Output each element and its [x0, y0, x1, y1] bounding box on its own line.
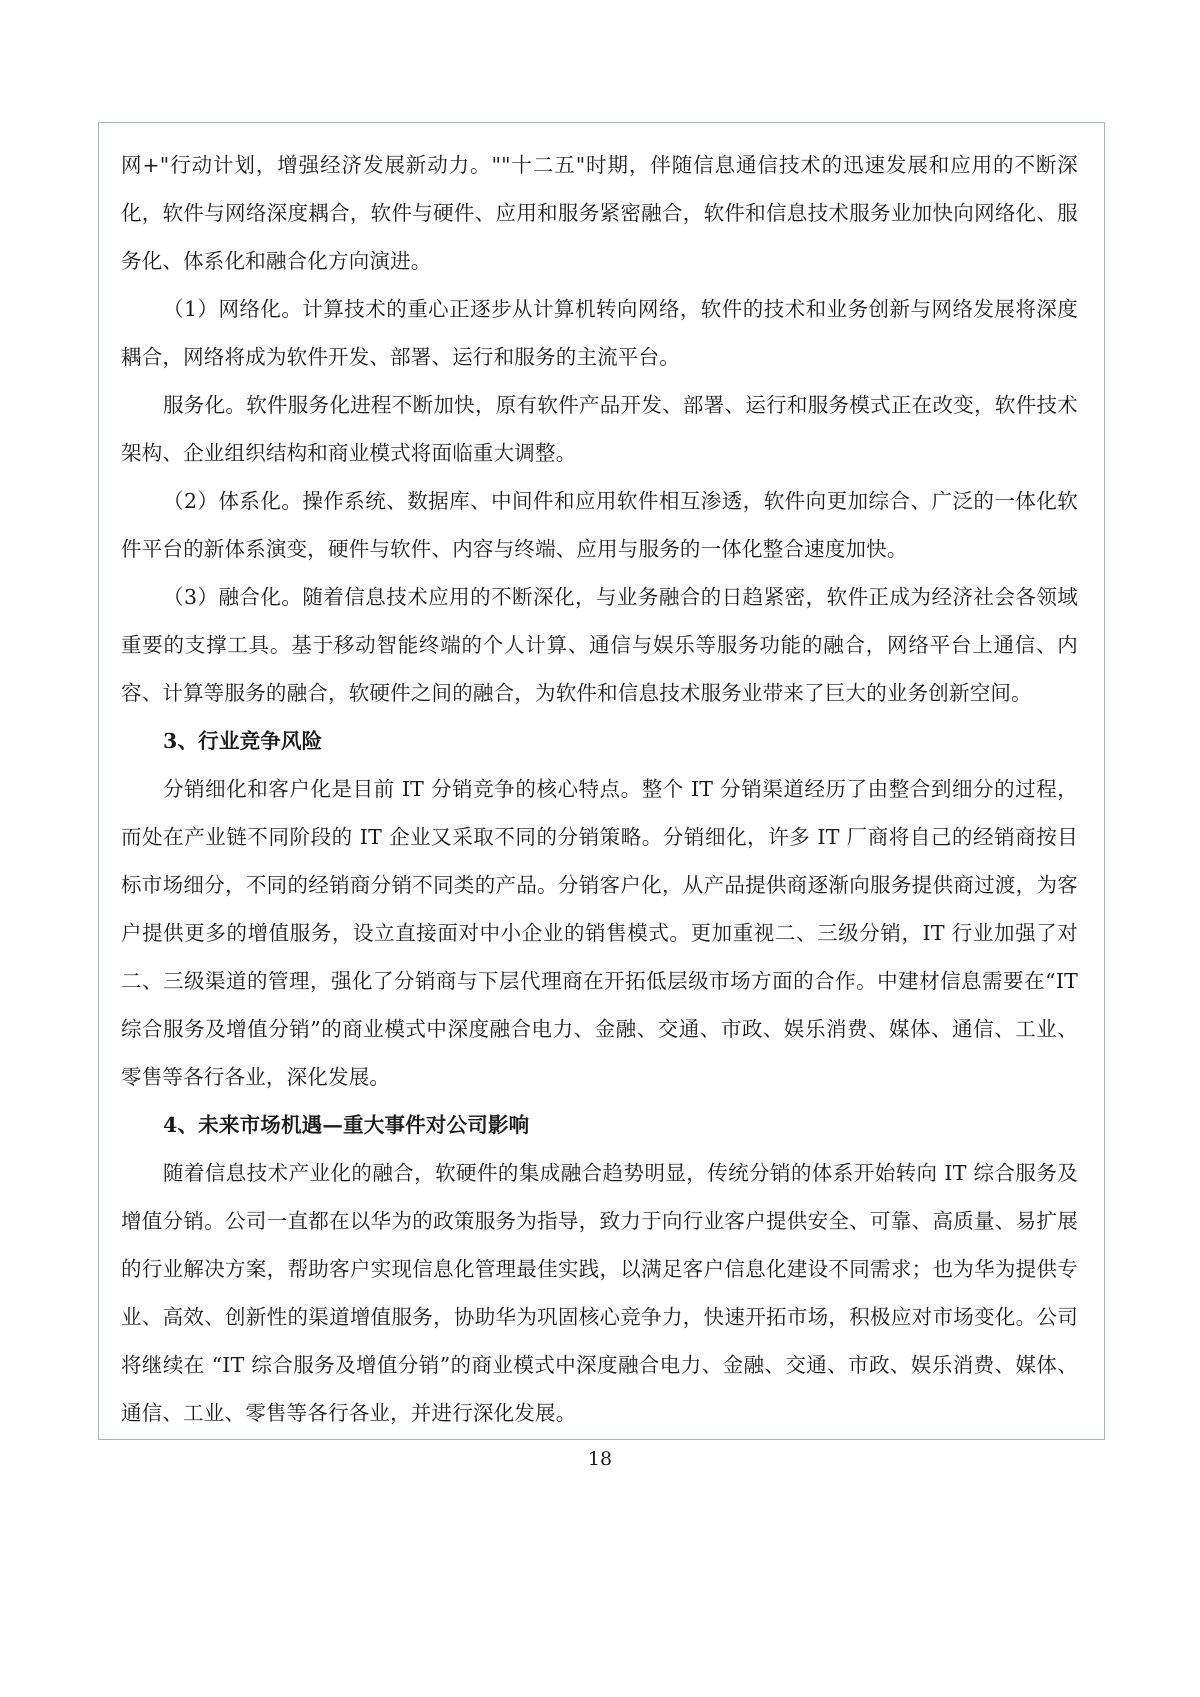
paragraph: 服务化。软件服务化进程不断加快，原有软件产品开发、部署、运行和服务模式正在改变，软件技术架构、企业组织结构和商业模式将面临重大调整。	[121, 393, 1078, 465]
paragraph: （1）网络化。计算技术的重心正逐步从计算机转向网络，软件的技术和业务创新与网络发展将深度耦合，网络将成为软件开发、部署、运行和服务的主流平台。	[121, 297, 1078, 369]
page-content-frame	[98, 122, 1105, 1440]
paragraph: 网+"行动计划，增强经济发展新动力。""十二五"时期，伴随信息通信技术的迅速发展和应用的不断深化，软件与网络深度耦合，软件与硬件、应用和服务紧密融合，软件和信息技术服务业加快向网络化、服务化、体系化和融合化方向演进。	[121, 153, 1078, 273]
paragraph: （3）融合化。随着信息技术应用的不断深化，与业务融合的日趋紧密，软件正成为经济社会各领域重要的支撑工具。基于移动智能终端的个人计算、通信与娱乐等服务功能的融合，网络平台上通信、内容、计算等服务的融合，软硬件之间的融合，为软件和信息技术服务业带来了巨大的业务创新空间。	[121, 585, 1078, 705]
page-number: 18	[587, 1448, 613, 1470]
section-heading: 3、行业竞争风险	[163, 729, 323, 753]
paragraph: （2）体系化。操作系统、数据库、中间件和应用软件相互渗透，软件向更加综合、广泛的一体化软件平台的新体系演变，硬件与软件、内容与终端、应用与服务的一体化整合速度加快。	[121, 489, 1078, 561]
paragraph: 分销细化和客户化是目前 IT 分销竞争的核心特点。整个 IT 分销渠道经历了由整合到细分的过程，而处在产业链不同阶段的 IT 企业又采取不同的分销策略。分销细化，许多 IT 厂商将自己的经销商按目标市场细分，不同的经销商分销不同类的产品。分销客户化，从产品提供商逐渐向服务提供商过渡，为客户提供更多的增值服务，设立直接面对中小企业的销售模式。更加重视二、三级分销，IT 行业加强了对二、三级渠道的管理，强化了分销商与下层代理商在开拓低层级市场方面的合作。中建材信息需要在“IT 综合服务及增值分销”的商业模式中深度融合电力、金融、交通、市政、娱乐消费、媒体、通信、工业、零售等各行各业，深化发展。	[121, 777, 1078, 1089]
section-heading: 4、未来市场机遇—重大事件对公司影响	[163, 1113, 530, 1137]
paragraph: 随着信息技术产业化的融合，软硬件的集成融合趋势明显，传统分销的体系开始转向 IT 综合服务及增值分销。公司一直都在以华为的政策服务为指导，致力于向行业客户提供安全、可靠、高质量、易扩展的行业解决方案，帮助客户实现信息化管理最佳实践，以满足客户信息化建设不同需求；也为华为提供专业、高效、创新性的渠道增值服务，协助华为巩固核心竞争力，快速开拓市场，积极应对市场变化。公司将继续在 “IT 综合服务及增值分销”的商业模式中深度融合电力、金融、交通、市政、娱乐消费、媒体、通信、工业、零售等各行各业，并进行深化发展。	[121, 1161, 1078, 1425]
